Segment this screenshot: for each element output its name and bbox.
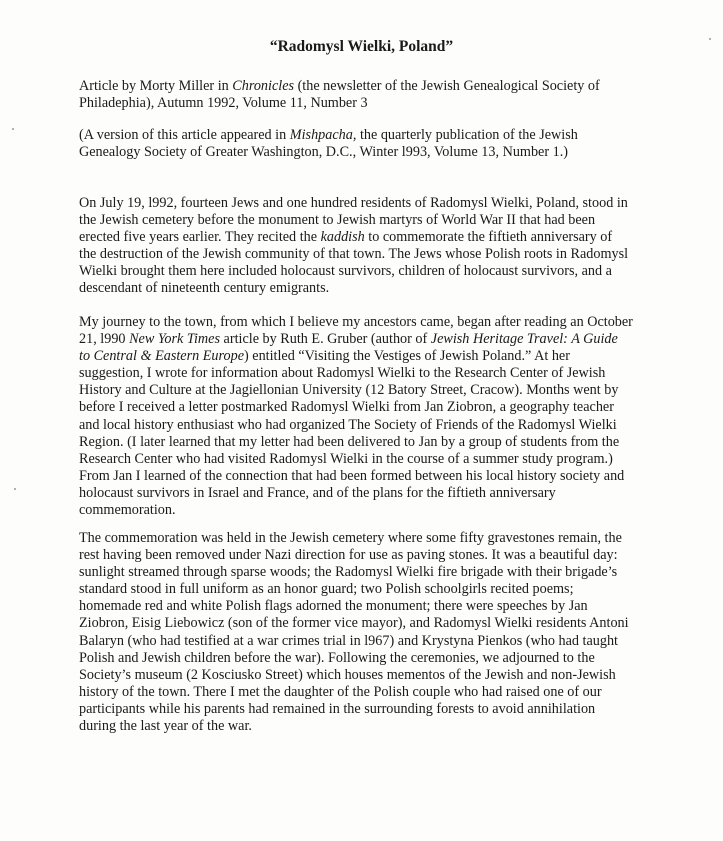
paragraph-line: the destruction of the Jewish community of that town. The Jews whose Polish roots in Radomysl [79, 246, 629, 263]
version-note-text: , the quarterly publication of the Jewish [352, 127, 578, 143]
paragraph-line: Research Center who had visited Radomysl Wielki in the course of a summer study program.) [79, 450, 613, 467]
version-note [79, 127, 709, 161]
paragraph-1 [79, 195, 709, 298]
scan-speck [12, 128, 14, 130]
italic-term: kaddish [320, 229, 365, 246]
paragraph-line: Wielki brought them here included holocaust survivors, children of holocaust survivors, and a [79, 263, 612, 280]
paragraph-line: standard stood in full uniform as an honor guard; two Polish schoolgirls recited poems; [79, 581, 574, 598]
paragraph-line: during the last year of the war. [79, 718, 252, 735]
text-run: to commemorate the fiftieth anniversary of [364, 229, 613, 246]
version-note-prefix: (A version of this article appeared in [79, 127, 290, 143]
citation-line-2: Philadephia), Autumn 1992, Volume 11, Number 3 [79, 95, 368, 112]
citation-prefix: Article by Morty Miller in [79, 78, 233, 94]
paragraph-line: rest having been removed under Nazi direction for use as paving stones. It was a beautiful day: [79, 547, 618, 564]
citation-line-1 [79, 78, 709, 95]
italic-title: to Central & Eastern Europe [79, 348, 244, 365]
publication-name: Mishpacha [289, 127, 353, 143]
text-run: ) entitled “Visiting the Vestiges of Jewish Poland.” At her [244, 348, 570, 365]
paragraph-3 [79, 530, 709, 735]
paragraph-line [79, 331, 709, 348]
paragraph-line: Balaryn (who had testified at a war crimes trial in l967) and Krystyna Pienkos (who had taught [79, 632, 618, 649]
paragraph-line [79, 229, 709, 246]
italic-title: New York Times [129, 331, 220, 348]
scan-speck [14, 488, 16, 490]
citation-text: (the newsletter of the Jewish Genealogical Society of [294, 78, 600, 94]
paragraph-line: suggestion, I wrote for information about Radomysl Wielki to the Research Center of Jewish [79, 365, 606, 382]
paragraph-line: Region. (I later learned that my letter had been delivered to Jan by a group of students from the [79, 433, 620, 450]
paragraph-line: before I received a letter postmarked Radomysl Wielki from Jan Ziobron, a geography teacher [79, 399, 614, 416]
version-note-line-2: Genealogy Society of Greater Washington, D.C., Winter l993, Volume 13, Number 1.) [79, 144, 568, 161]
paragraph-line: Polish and Jewish children before the war). Following the ceremonies, we adjourned to the [79, 649, 595, 666]
paragraph-line: My journey to the town, from which I believe my ancestors came, began after reading an October [79, 314, 633, 330]
paragraph-line: History and Culture at the Jagiellonian University (12 Batory Street, Cracow). Months went by [79, 382, 619, 399]
paragraph-2 [79, 314, 709, 519]
text-run: article by Ruth E. Gruber (author of [220, 331, 431, 348]
paragraph-line: commemoration. [79, 502, 176, 519]
paragraph-line: history of the town. There I met the daughter of the Polish couple who had raised one of our [79, 683, 602, 700]
article-title: “Radomysl Wielki, Poland” [269, 38, 454, 55]
paragraph-line: and local history enthusiast who had organized The Society of Friends of the Radomysl Wielki [79, 416, 617, 433]
paragraph-line: Ziobron, Eisig Liebowicz (son of the former vice mayor), and Radomysl Wielki residents Antoni [79, 615, 629, 632]
paragraph-line [79, 348, 709, 365]
paragraph-line: The commemoration was held in the Jewish cemetery where some fifty gravestones remain, the [79, 530, 622, 546]
paragraph-line: sunlight streamed through sparse woods; the Radomysl Wielki fire brigade with their brigade’s [79, 564, 618, 581]
paragraph-line: On July 19, l992, fourteen Jews and one hundred residents of Radomysl Wielki, Poland, stood in [79, 195, 628, 211]
citation [79, 78, 709, 112]
paragraph-line: holocaust survivors in Israel and France, and of the plans for the fiftieth anniversary [79, 484, 556, 501]
text-run: 21, l990 [79, 331, 130, 348]
paragraph-line: homemade red and white Polish flags adorned the monument; there were speeches by Jan [79, 598, 588, 615]
paragraph-line: participants while his parents had remained in the surrounding forests to avoid annihilation [79, 700, 596, 717]
paragraph-line: From Jan I learned of the connection that had been formed between his local history society and [79, 467, 625, 484]
text-run: erected five years earlier. They recited the [79, 229, 321, 246]
italic-title: Jewish Heritage Travel: A Guide [430, 331, 618, 348]
paragraph-line: the Jewish cemetery before the monument to Jewish martyrs of World War II that had been [79, 212, 596, 229]
publication-name: Chronicles [232, 78, 295, 94]
paragraph-line: Society’s museum (2 Kosciusko Street) which houses mementos of the Jewish and non-Jewish [79, 666, 616, 683]
version-note-line-1 [79, 127, 709, 144]
paragraph-line: descendant of nineteenth century emigrants. [79, 280, 330, 297]
